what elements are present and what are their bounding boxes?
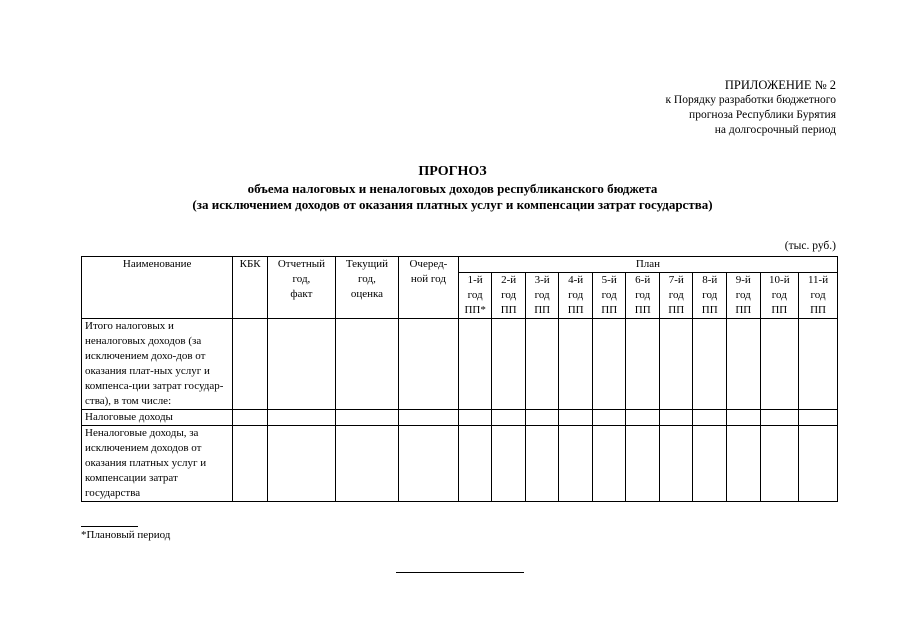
col-header-plan-year: 9-й год ПП — [727, 273, 761, 319]
table-cell — [492, 426, 526, 502]
footnote: *Плановый период — [81, 529, 171, 541]
document-title — [0, 163, 905, 213]
table-cell — [335, 410, 398, 426]
col-header-plan-year: 5-й год ПП — [592, 273, 626, 319]
table-cell — [799, 426, 838, 502]
table-cell — [335, 426, 398, 502]
table-row-total — [82, 319, 838, 410]
col-header-plan-year: 8-й год ПП — [693, 273, 727, 319]
table-cell — [760, 410, 799, 426]
table-cell — [233, 410, 268, 426]
appendix-ref-line3: на долгосрочный период — [714, 124, 836, 136]
forecast-table — [81, 256, 838, 502]
col-header-reporting-year: Отчетный год, факт — [267, 257, 335, 319]
col-header-plan-year: 10-й год ПП — [760, 273, 799, 319]
table-cell — [559, 426, 593, 502]
table-cell — [727, 426, 761, 502]
row-label-total: Итого налоговых и неналоговых доходов (за исключением дохо-дов от оказания плат-ных услуг и компенса-ции затрат государ-ства), в том числе: — [82, 319, 233, 410]
col-header-plan-year: 1-й год ПП* — [458, 273, 492, 319]
table-cell — [233, 426, 268, 502]
table-cell — [398, 319, 458, 410]
col-header-plan-year: 2-й год ПП — [492, 273, 526, 319]
col-header-name: Наименование — [82, 257, 233, 319]
appendix-ref-line2: прогноза Республики Бурятия — [689, 109, 836, 121]
col-header-plan-year: 3-й год ПП — [525, 273, 559, 319]
table-cell — [727, 319, 761, 410]
row-label-tax: Налоговые доходы — [82, 410, 233, 426]
col-header-plan-year: 6-й год ПП — [626, 273, 660, 319]
col-header-plan-year: 7-й год ПП — [659, 273, 693, 319]
table-cell — [693, 319, 727, 410]
title-subtitle-note: (за исключением доходов от оказания платных услуг и компенсации затрат государства) — [192, 197, 713, 212]
table-cell — [592, 426, 626, 502]
table-cell — [267, 319, 335, 410]
table-cell — [659, 410, 693, 426]
table-cell — [233, 319, 268, 410]
table-cell — [693, 426, 727, 502]
table-cell — [398, 426, 458, 502]
col-header-plan-year: 11-й год ПП — [799, 273, 838, 319]
table-cell — [799, 410, 838, 426]
col-header-plan: План — [458, 257, 837, 273]
table-cell — [626, 426, 660, 502]
table-cell — [727, 410, 761, 426]
table-row-nontax — [82, 426, 838, 502]
table-cell — [626, 319, 660, 410]
title-main: ПРОГНОЗ — [418, 164, 487, 179]
table-cell — [525, 410, 559, 426]
table-cell — [760, 426, 799, 502]
table-cell — [525, 319, 559, 410]
table-cell — [693, 410, 727, 426]
table-cell — [267, 426, 335, 502]
table-cell — [398, 410, 458, 426]
appendix-number: ПРИЛОЖЕНИЕ № 2 — [724, 78, 836, 92]
table-cell — [267, 410, 335, 426]
units-note: (тыс. руб.) — [784, 240, 836, 252]
table-cell — [626, 410, 660, 426]
table-row-tax — [82, 410, 838, 426]
table-cell — [458, 319, 492, 410]
col-header-current-year: Текущий год, оценка — [335, 257, 398, 319]
table-cell — [592, 410, 626, 426]
table-cell — [799, 319, 838, 410]
table-cell — [335, 319, 398, 410]
table-cell — [592, 319, 626, 410]
row-label-nontax: Неналоговые доходы, за исключением доходов от оказания платных услуг и компенсации затрат государства — [82, 426, 233, 502]
table-cell — [458, 426, 492, 502]
footnote-divider — [81, 526, 138, 527]
table-cell — [559, 319, 593, 410]
col-header-kbk: КБК — [233, 257, 268, 319]
table-cell — [492, 410, 526, 426]
table-cell — [458, 410, 492, 426]
appendix-header — [665, 78, 836, 138]
table-cell — [559, 410, 593, 426]
title-subtitle: объема налоговых и неналоговых доходов республиканского бюджета — [247, 181, 658, 196]
table-cell — [525, 426, 559, 502]
col-header-next-year: Очеред- ной год — [398, 257, 458, 319]
appendix-ref-line1: к Порядку разработки бюджетного — [665, 94, 836, 106]
table-cell — [659, 319, 693, 410]
header-row-top — [82, 257, 838, 273]
col-header-plan-year: 4-й год ПП — [559, 273, 593, 319]
table-cell — [659, 426, 693, 502]
table-cell — [492, 319, 526, 410]
end-divider — [396, 572, 524, 573]
table-cell — [760, 319, 799, 410]
